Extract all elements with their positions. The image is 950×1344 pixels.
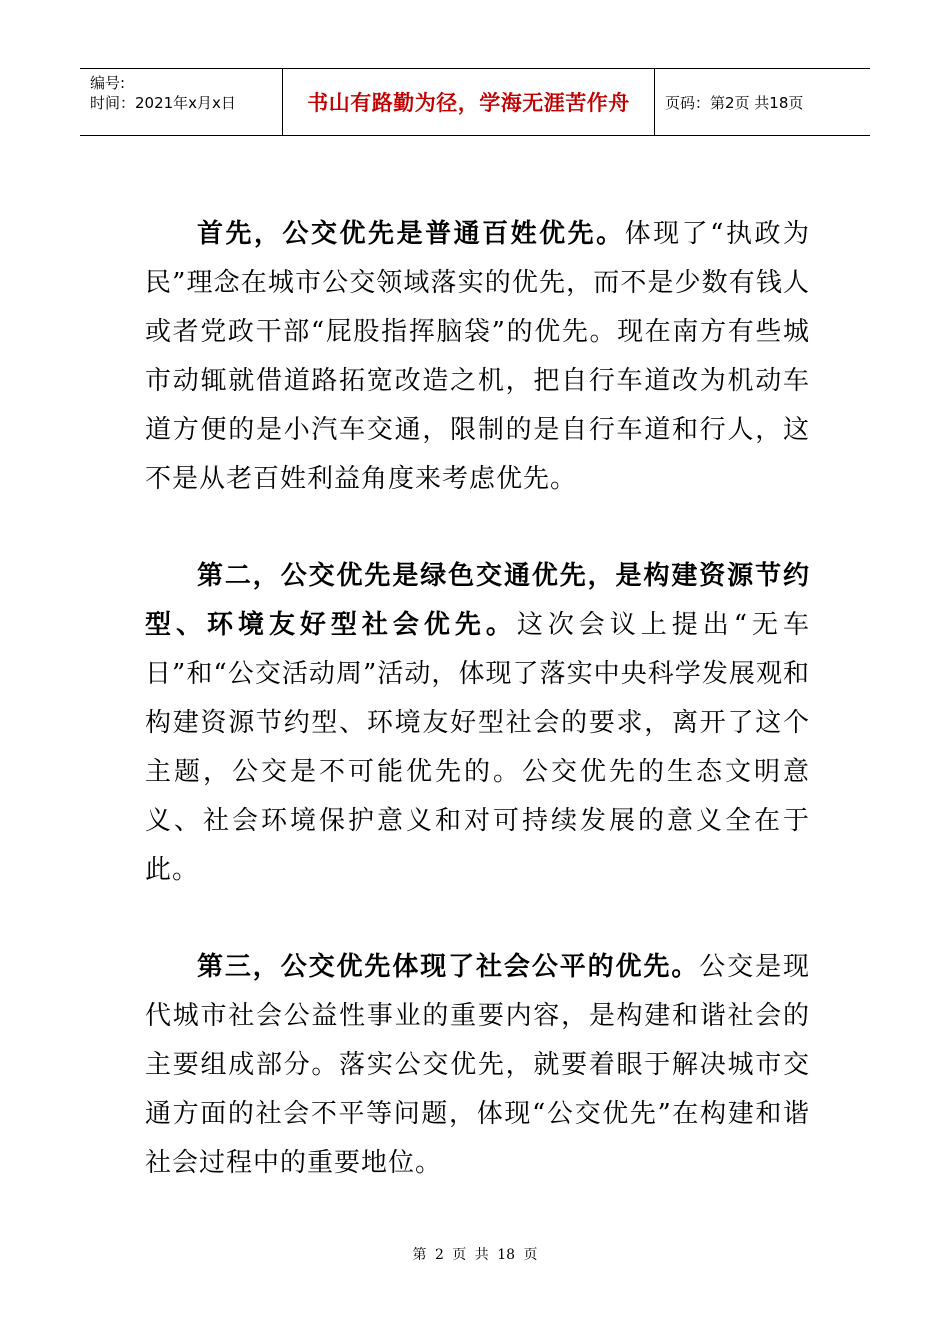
paragraph-2-lead: 第二，公交优先是绿色交通优先，是构建资源节约型、环境友好型社会优先。 (145, 561, 810, 640)
paragraph-2-body: 这次会议上提出“无车日”和“公交活动周”活动，体现了落实中央科学发展观和构建资源节约型、环境友好型社会的要求，离开了这个主题，公交是不可能优先的。公交优先的生态文明意义、社会环境保护意义和对可持续发展的意义全在于此。 (145, 610, 810, 885)
paragraph-2 (145, 552, 810, 895)
page-footer (0, 1244, 950, 1264)
paragraph-1-body: 体现了“执政为民”理念在城市公交领域落实的优先，而不是少数有钱人或者党政干部“屁股指挥脑袋”的优先。现在南方有些城市动辄就借道路拓宽改造之机，把自行车道改为机动车道方便的是小汽车交通，限制的是自行车道和行人，这不是从老百姓利益角度来考虑优先。 (145, 219, 810, 494)
header-motto-cell (283, 69, 655, 135)
paragraph-1 (145, 210, 810, 504)
paragraph-3-body: 公交是现代城市社会公益性事业的重要内容，是构建和谐社会的主要组成部分。落实公交优先，就要着眼于解决城市交通方面的社会不平等问题，体现“公交优先”在构建和谐社会过程中的重要地位。 (145, 952, 810, 1178)
header-page-info (655, 69, 870, 135)
paragraph-1-lead: 首先，公交优先是普通百姓优先。 (197, 219, 625, 249)
document-body (145, 210, 810, 1236)
header-motto: 书山有路勤为径，学海无涯苦作舟 (307, 91, 630, 115)
document-number-label: 编号: (90, 74, 126, 92)
document-date: 时间：2021年x月x日 (90, 94, 236, 112)
paragraph-3-lead: 第三，公交优先体现了社会公平的优先。 (197, 952, 700, 982)
footer-page-number: 第 2 页 共 18 页 (412, 1247, 538, 1263)
paragraph-3 (145, 943, 810, 1188)
header-meta (80, 69, 283, 135)
page-header (80, 68, 870, 136)
header-page-number: 页码：第2页 共18页 (665, 93, 804, 112)
